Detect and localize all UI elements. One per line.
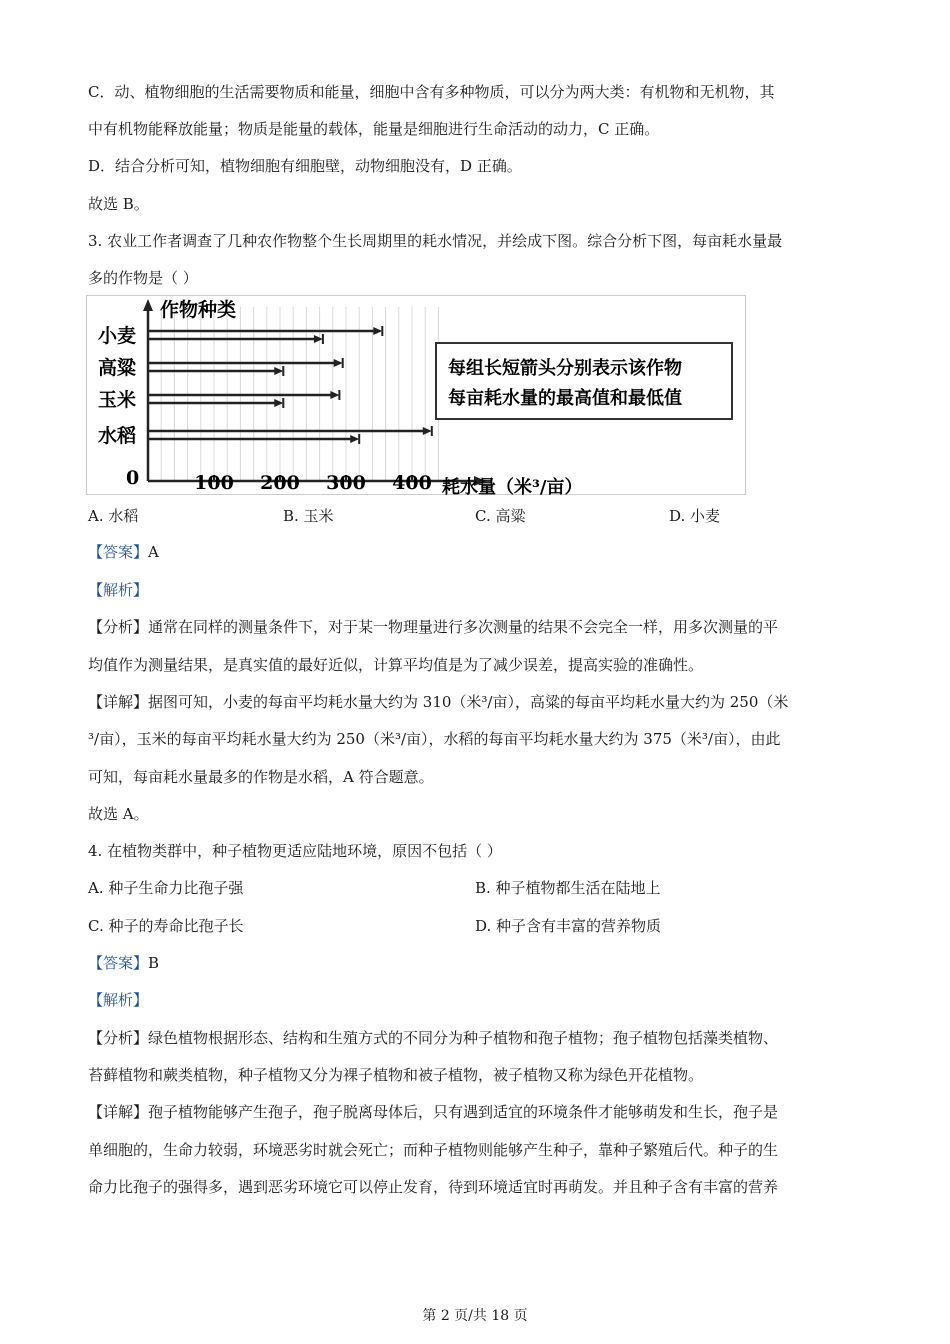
q3-detail — [88, 692, 788, 712]
answer-value: A — [148, 543, 159, 561]
y-axis-label: 作物种类 — [160, 299, 237, 321]
q3-option-a: A. 水稻 — [88, 507, 139, 525]
text-line: D．结合分析可知，植物细胞有细胞壁，动物细胞没有，D 正确。 — [88, 157, 522, 175]
q3-option-c: C. 高粱 — [475, 507, 526, 525]
q3-option-d: D. 小麦 — [669, 507, 721, 525]
q3-conclusion: 故选 A。 — [88, 805, 149, 823]
question-4-stem: 4. 在植物类群中，种子植物更适应陆地环境，原因不包括（ ） — [88, 842, 502, 860]
x-tick-label: 200 — [260, 472, 300, 494]
q4-detail — [88, 1102, 778, 1122]
q4-analysis — [88, 1028, 778, 1048]
analysis-tag: 【分析】 — [88, 1029, 149, 1047]
water-consumption-chart — [86, 295, 746, 495]
analysis-text: 绿色植物根据形态、结构和生殖方式的不同分为种子植物和孢子植物；孢子植物包括藻类植物、 — [148, 1029, 779, 1047]
q3-option-b: B. 玉米 — [283, 507, 334, 525]
detail-text: 据图可知，小麦的每亩平均耗水量大约为 310（米³/亩），高粱的每亩平均耗水量大约为 250（米 — [148, 693, 789, 711]
page-footer: 第 2 页/共 18 页 — [422, 1308, 528, 1324]
category-label: 水稻 — [98, 425, 137, 447]
question-3-stem: 3. 农业工作者调查了几种农作物整个生长周期里的耗水情况，并绘成下图。综合分析下图，每亩耗水量最 — [88, 232, 783, 250]
x-tick-label: 400 — [392, 472, 432, 494]
x-tick-label: 300 — [326, 472, 366, 494]
q3-answer — [88, 542, 159, 562]
q4-analysis-text: 苔藓植物和蕨类植物，种子植物又分为裸子植物和被子植物，被子植物又称为绿色开花植物。 — [88, 1066, 704, 1084]
detail-text: 孢子植物能够产生孢子，孢子脱离母体后，只有遇到适宜的环境条件才能够萌发和生长，孢子是 — [148, 1103, 779, 1121]
legend-note-line: 每亩耗水量的最高值和最低值 — [448, 388, 682, 409]
category-label: 小麦 — [98, 325, 137, 347]
q4-detail-text: 命力比孢子的强得多，遇到恶劣环境它可以停止发育，待到环境适宜时再萌发。并且种子含有丰富的营养 — [88, 1178, 779, 1196]
x-tick-label: 100 — [194, 472, 234, 494]
answer-value: B — [148, 954, 160, 972]
question-3-stem: 多的作物是（ ） — [88, 269, 198, 287]
q3-jiexi-heading: 【解析】 — [88, 581, 149, 599]
analysis-text: 通常在同样的测量条件下，对于某一物理量进行多次测量的结果不会完全一样，用多次测量的平 — [148, 618, 779, 636]
category-label: 高粱 — [98, 357, 137, 379]
q4-option-d: D. 种子含有丰富的营养物质 — [475, 917, 662, 935]
text-line: 故选 B。 — [88, 195, 149, 213]
q3-detail-text: 可知，每亩耗水量最多的作物是水稻，A 符合题意。 — [88, 768, 434, 786]
detail-tag: 【详解】 — [88, 693, 149, 711]
q4-detail-text: 单细胞的，生命力较弱，环境恶劣时就会死亡；而种子植物则能够产生种子，靠种子繁殖后代。种子的生 — [88, 1141, 779, 1159]
text-line: C．动、植物细胞的生活需要物质和能量，细胞中含有多种物质，可以分为两大类：有机物和无机物，其 — [88, 83, 775, 101]
q3-analysis — [88, 617, 778, 637]
q4-option-a: A. 种子生命力比孢子强 — [88, 879, 244, 897]
origin-label: 0 — [126, 467, 140, 489]
detail-tag: 【详解】 — [88, 1103, 149, 1121]
category-label: 玉米 — [98, 389, 137, 411]
q3-detail-text: ³/亩），玉米的每亩平均耗水量大约为 250（米³/亩），水稻的每亩平均耗水量大约为 375（米³/亩），由此 — [88, 730, 781, 748]
analysis-tag: 【分析】 — [88, 618, 149, 636]
q4-answer — [88, 953, 159, 973]
q4-option-b: B. 种子植物都生活在陆地上 — [475, 879, 661, 897]
answer-tag: 【答案】 — [88, 954, 149, 972]
answer-tag: 【答案】 — [88, 543, 149, 561]
q4-option-c: C. 种子的寿命比孢子长 — [88, 917, 244, 935]
legend-note-line: 每组长短箭头分别表示该作物 — [448, 358, 682, 379]
q4-jiexi-heading: 【解析】 — [88, 991, 149, 1009]
text-line: 中有机物能释放能量；物质是能量的载体，能量是细胞进行生命活动的动力，C 正确。 — [88, 120, 660, 138]
x-axis-label: 耗水量（米³/亩） — [442, 477, 583, 495]
q3-analysis-text: 均值作为测量结果，是真实值的最好近似，计算平均值是为了减少误差，提高实验的准确性。 — [88, 656, 704, 674]
